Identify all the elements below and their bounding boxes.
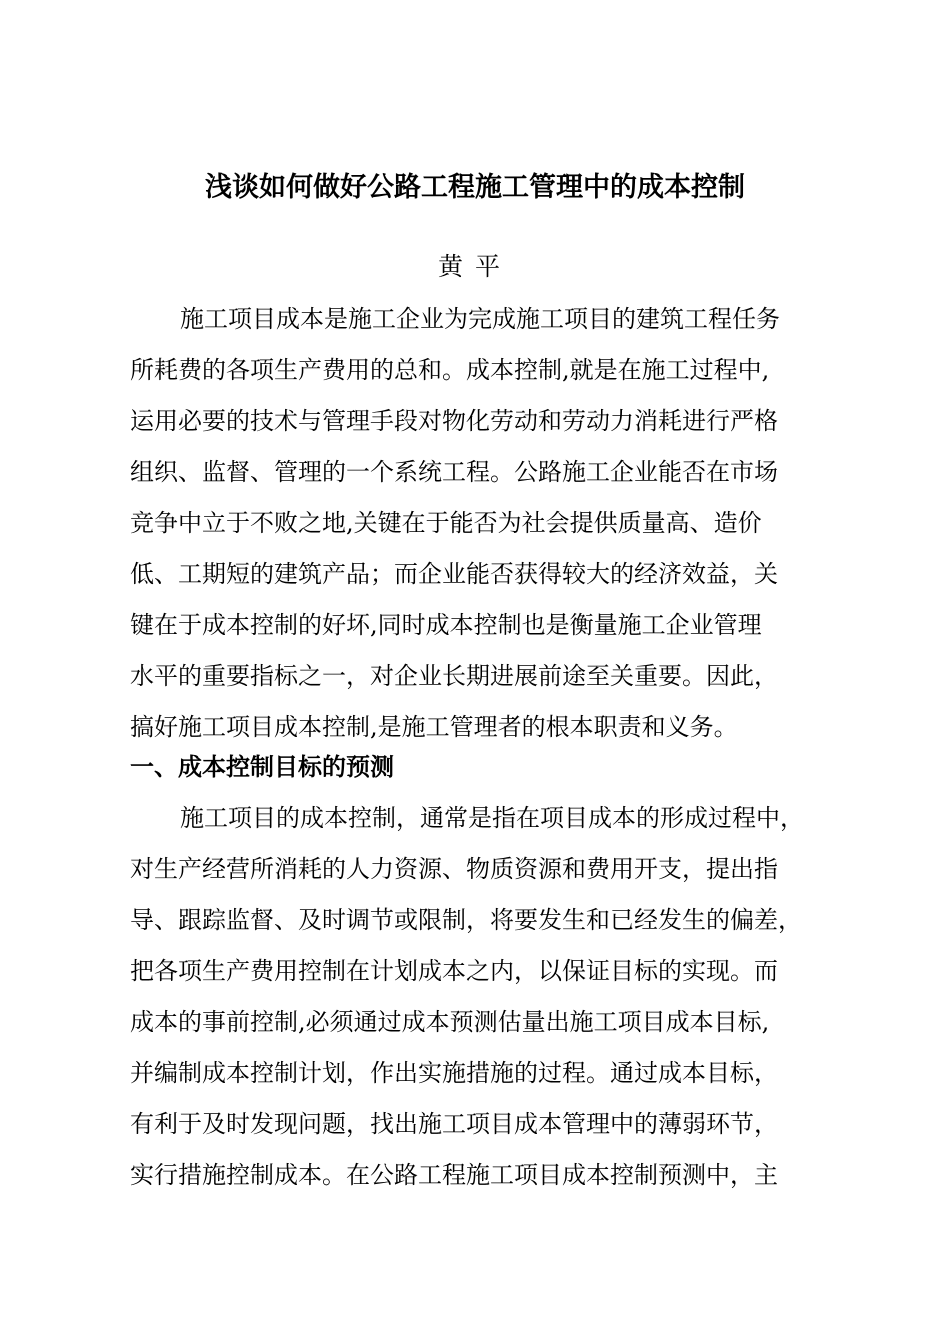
paragraph-line: 低、工期短的建筑产品；而企业能否获得较大的经济效益，关 [130, 560, 778, 588]
paragraph-section1 [130, 793, 830, 1201]
document-title: 浅谈如何做好公路工程施工管理中的成本控制 [205, 172, 745, 203]
paragraph-line: 把各项生产费用控制在计划成本之内，以保证目标的实现。而 [130, 957, 778, 985]
section-heading: 一、成本控制目标的预测 [130, 753, 394, 781]
author-name: 黄平 [437, 252, 512, 281]
paragraph-line: 搞好施工项目成本控制,是施工管理者的根本职责和义务。 [130, 713, 738, 741]
paragraph-line: 并编制成本控制计划，作出实施措施的过程。通过成本目标， [130, 1059, 778, 1087]
paragraph-line: 对生产经营所消耗的人力资源、物质资源和费用开支，提出指 [130, 855, 778, 883]
paragraph-line: 竞争中立于不败之地,关键在于能否为社会提供质量高、造价 [130, 509, 762, 537]
paragraph-line: 组织、监督、管理的一个系统工程。公路施工企业能否在市场 [130, 458, 778, 486]
paragraph-line: 所耗费的各项生产费用的总和。成本控制,就是在施工过程中, [130, 356, 770, 384]
paragraph-line: 施工项目成本是施工企业为完成施工项目的建筑工程任务 [180, 305, 780, 333]
paragraph-line: 施工项目的成本控制，通常是指在项目成本的形成过程中， [180, 804, 804, 832]
paragraph-line: 键在于成本控制的好坏,同时成本控制也是衡量施工企业管理 [130, 611, 762, 639]
paragraph-intro [130, 294, 830, 753]
paragraph-line: 运用必要的技术与管理手段对物化劳动和劳动力消耗进行严格 [130, 407, 778, 435]
paragraph-line: 有利于及时发现问题，找出施工项目成本管理中的薄弱环节， [130, 1110, 778, 1138]
paragraph-line: 导、跟踪监督、及时调节或限制，将要发生和已经发生的偏差， [130, 906, 802, 934]
paragraph-line: 实行措施控制成本。在公路工程施工项目成本控制预测中，主 [130, 1161, 778, 1189]
paragraph-line: 成本的事前控制,必须通过成本预测估量出施工项目成本目标, [130, 1008, 770, 1036]
paragraph-line: 水平的重要指标之一，对企业长期进展前途至关重要。因此， [130, 662, 778, 690]
